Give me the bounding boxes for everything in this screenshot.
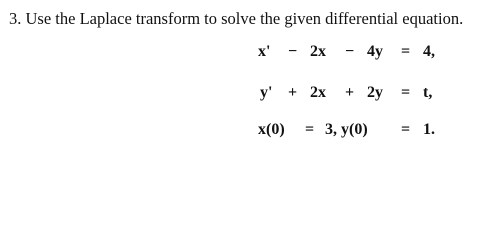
eq1-term3: 4y: [367, 43, 383, 60]
eq2-op1: +: [288, 84, 298, 101]
eq1-lhs: x': [258, 43, 271, 60]
eq2-rhs: t,: [423, 84, 433, 101]
eq1-op2: −: [345, 43, 355, 60]
init-val2: 1.: [423, 121, 435, 138]
eq1-rhs: 4,: [423, 43, 435, 60]
problem-statement: 3. Use the Laplace transform to solve the given differential equation.: [9, 9, 464, 28]
eq2-op2: +: [345, 84, 355, 101]
eq1-term2: 2x: [310, 43, 326, 60]
init-equals2: =: [401, 121, 411, 138]
init-equals1: =: [305, 121, 315, 138]
eq2-term2: 2x: [310, 84, 326, 101]
init-cond1: x(0): [258, 121, 285, 138]
eq2-lhs: y': [260, 84, 273, 101]
init-val1: 3, y(0): [325, 121, 368, 138]
eq1-equals: =: [401, 43, 411, 60]
eq2-term3: 2y: [367, 84, 383, 101]
eq1-op1: −: [288, 43, 298, 60]
eq2-equals: =: [401, 84, 411, 101]
